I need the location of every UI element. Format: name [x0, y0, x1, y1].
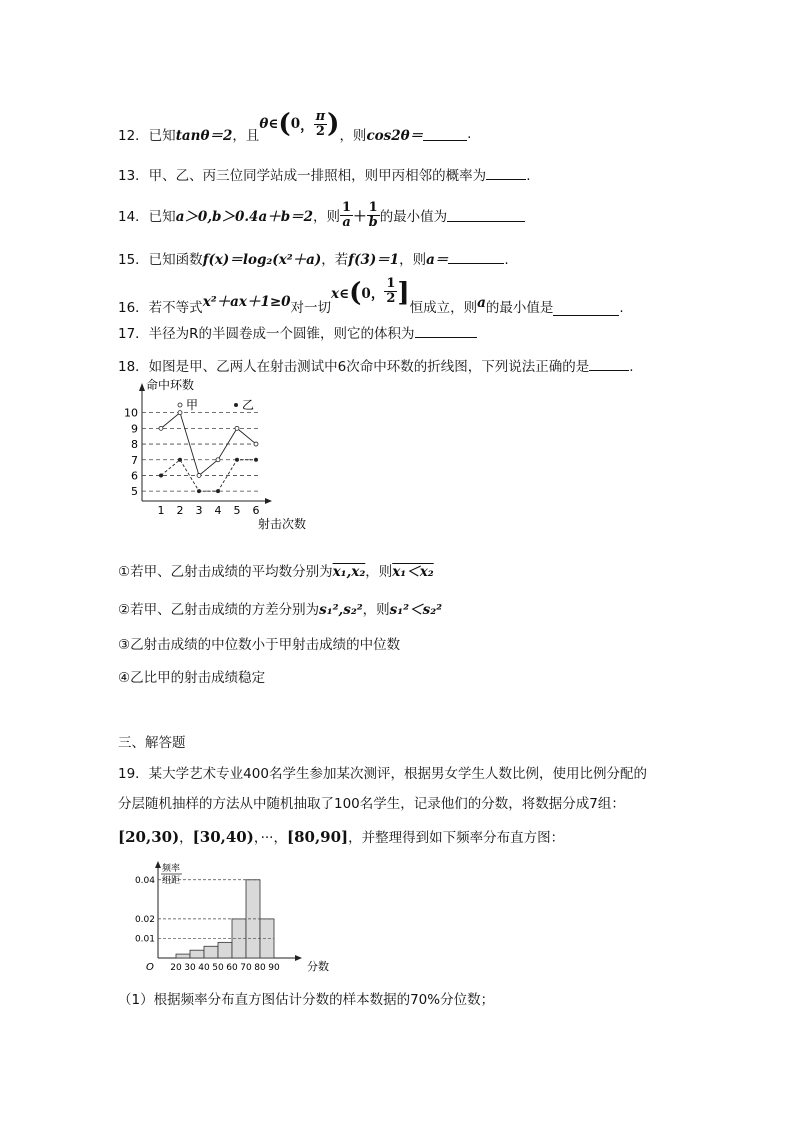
- x-tick-3: 3: [195, 504, 203, 517]
- point-yi-6: [254, 458, 258, 462]
- q16-ineq: x²＋ax＋1≥0: [202, 294, 291, 310]
- bar-30-40: [190, 950, 204, 958]
- q14-blank: [447, 209, 525, 222]
- q14-a: a: [342, 214, 351, 230]
- q16-mid: 对一切: [290, 300, 332, 316]
- bar-20-30: [176, 954, 190, 958]
- q15-then: ，则: [399, 252, 427, 268]
- q19-intervals: [118, 826, 564, 846]
- q15-prefix: 15．已知函数: [118, 252, 203, 268]
- interval-2: [30,40): [192, 828, 254, 846]
- y-tick-5: 5: [131, 485, 138, 499]
- y-tick-0.01: 0.01: [134, 934, 155, 945]
- x-tick-60: 60: [226, 963, 238, 973]
- q14-cond: a＞0,b＞0.4a＋b＝2: [175, 209, 314, 225]
- q14-plus: ＋: [353, 209, 367, 225]
- q14: [118, 196, 525, 234]
- point-yi-5: [235, 458, 239, 462]
- option-1: [118, 560, 434, 580]
- interval-3: [80,90]: [286, 828, 349, 846]
- x-axis-arrow: [265, 498, 272, 504]
- y-tick-10: 10: [124, 406, 138, 420]
- q12-expr: cos2θ＝: [366, 128, 424, 144]
- q18-blank: [589, 358, 629, 371]
- bar-40-50: [204, 946, 218, 958]
- q16: 16．若不等式 x²＋ax＋1≥0 对一切 x∈ ( 0 ， $\frac{1}{2}$ ] 恒成立，则 a 的最小值是 .: [118, 276, 624, 316]
- x-tick-4: 4: [214, 504, 222, 517]
- q18-text: 18．如图是甲、乙两人在射击测试中6次命中环数的折线图，下列说法正确的是: [118, 359, 590, 375]
- q12-comma: ，: [300, 118, 314, 134]
- q12-pi: π: [315, 108, 326, 124]
- q15-cond: f(3)＝1: [348, 252, 400, 268]
- q16-after: 恒成立，则: [409, 300, 478, 316]
- y-tick-7: 7: [131, 453, 138, 467]
- point-yi-4: [216, 489, 220, 493]
- point-yi-2: [178, 458, 182, 462]
- legend-marker-yi: [234, 403, 238, 407]
- option-2-vars: s₁²,s₂²: [319, 602, 363, 618]
- origin-label: O: [146, 962, 154, 973]
- legend-marker-jia: [178, 403, 182, 407]
- option-3-text: ③乙射击成绩的中位数小于甲射击成绩的中位数: [118, 637, 401, 653]
- q13-blank: [486, 167, 526, 180]
- q16-prefix: 16．若不等式: [118, 300, 203, 316]
- bar-50-60: [218, 942, 232, 958]
- q14-one-b: 1: [368, 199, 378, 215]
- q15-end: .: [504, 252, 509, 268]
- interval-1: [20,30): [118, 828, 180, 846]
- q14-b: b: [368, 214, 378, 230]
- interval-sep-2: ，···，: [253, 830, 287, 846]
- point-yi-3: [197, 489, 201, 493]
- point-jia-1: [159, 426, 163, 430]
- q12: 12．已知 tanθ＝2 ，且 θ∈ ( 0 ， $\frac{\pi}{2}$ ) ，则 cos2θ＝ .: [118, 108, 472, 144]
- q15-blank: [448, 251, 504, 264]
- q14-mid: ，则: [313, 209, 341, 225]
- frequency-histogram: [120, 858, 330, 978]
- y-axis-arrow: [155, 861, 161, 868]
- interval-sep-1: ，: [179, 830, 193, 846]
- q16-var: a: [477, 295, 486, 311]
- q12-cond: tanθ＝2: [175, 128, 233, 144]
- x-tick-2: 2: [176, 504, 184, 517]
- q17-text: 17．半径为R的半圆卷成一个圆锥，则它的体积为: [118, 326, 415, 342]
- q13-text: 13．甲、乙、丙三位同学站成一排照相，则甲丙相邻的概率为: [118, 168, 487, 184]
- q19-tail: ，并整理得到如下频率分布直方图：: [348, 830, 565, 846]
- q12-end: .: [467, 126, 472, 142]
- x-tick-5: 5: [233, 504, 241, 517]
- q15-mid: ，若: [321, 252, 349, 268]
- option-1-means: x₁,x₂: [332, 564, 366, 580]
- y-tick-0.02: 0.02: [134, 914, 155, 925]
- q19-sub1: （1）根据频率分布直方图估计分数的样本数据的70%分位数；: [118, 992, 495, 1008]
- x-tick-40: 40: [198, 963, 210, 973]
- q16-frac: [384, 277, 397, 306]
- q17-blank: [415, 325, 477, 338]
- x-axis-label: 分数: [307, 960, 329, 973]
- y-axis-arrow: [139, 383, 145, 391]
- option-1-then: ，则: [365, 564, 393, 580]
- q17: [118, 322, 477, 342]
- y-axis-label: 命中环数: [146, 378, 195, 392]
- legend-yi: 乙: [242, 398, 255, 412]
- q12-frac: [314, 110, 328, 139]
- y-tick-6: 6: [131, 469, 138, 483]
- legend-jia: 甲: [186, 398, 199, 412]
- section-title: 三、解答题: [118, 735, 186, 751]
- option-4-text: ④乙比甲的射击成绩稳定: [118, 670, 266, 686]
- x-tick-50: 50: [212, 963, 224, 973]
- option-1-ineq: x₁＜x₂: [392, 564, 434, 580]
- q14-frac-a: [340, 201, 353, 230]
- q14-prefix: 14．已知: [118, 209, 176, 225]
- q12-then: ，则: [339, 128, 367, 144]
- x-tick-90: 90: [268, 963, 280, 973]
- x-tick-70: 70: [240, 963, 252, 973]
- q12-blank: [423, 128, 467, 141]
- x-axis-arrow: [295, 955, 302, 961]
- q12-prefix: 12．已知: [118, 128, 176, 144]
- q15-func: f(x)＝log₂(x²＋a): [202, 252, 322, 268]
- q16-blank: [553, 303, 619, 316]
- q16-comma: ，: [370, 286, 385, 302]
- q18: [118, 355, 634, 375]
- y-label-bottom: 组距: [162, 876, 181, 886]
- q12-zero: 0: [290, 116, 301, 132]
- q16-one: 1: [386, 276, 396, 291]
- q15-var: a＝: [426, 252, 449, 268]
- option-2-text: ②若甲、乙射击成绩的方差分别为: [118, 602, 320, 618]
- q12-theta: θ∈: [259, 116, 279, 132]
- q16-zero: 0: [361, 286, 371, 302]
- point-jia-5: [235, 426, 239, 430]
- y-tick-8: 8: [131, 438, 138, 452]
- q13: [118, 164, 530, 184]
- q14-one-a: 1: [342, 199, 352, 215]
- option-2: [118, 598, 442, 618]
- point-jia-2: [178, 411, 182, 415]
- y-tick-0.04: 0.04: [134, 875, 155, 886]
- point-jia-6: [254, 442, 258, 446]
- q12-mid: ，且: [232, 128, 260, 144]
- option-1-text: ①若甲、乙射击成绩的平均数分别为: [118, 564, 333, 580]
- y-label-top: 频率: [162, 864, 181, 874]
- q15: [118, 248, 509, 268]
- point-jia-3: [197, 473, 201, 477]
- x-tick-6: 6: [252, 504, 260, 517]
- q16-xin: x∈: [331, 286, 350, 302]
- q16-two: 2: [386, 291, 396, 306]
- q16-suffix: 的最小值是: [485, 300, 554, 316]
- q16-end: .: [619, 300, 624, 316]
- q19-line1: 19．某大学艺术专业400名学生参加某次测评，根据男女学生人数比例，使用比例分配的: [118, 766, 647, 782]
- q12-two: 2: [315, 123, 325, 139]
- option-2-ineq: s₁²＜s₂²: [389, 602, 443, 618]
- option-4: [118, 666, 265, 686]
- x-tick-80: 80: [254, 963, 266, 973]
- q18-end: .: [629, 359, 634, 375]
- shooting-line-chart: [120, 377, 330, 535]
- x-tick-30: 30: [184, 963, 196, 973]
- point-jia-4: [216, 458, 220, 462]
- x-tick-20: 20: [170, 963, 182, 973]
- q19-line2: 分层随机抽样的方法从中随机抽取了100名学生，记录他们的分数，将数据分成7组：: [118, 796, 625, 812]
- q13-end: .: [526, 168, 531, 184]
- y-tick-9: 9: [131, 422, 138, 436]
- bar-80-90: [260, 919, 274, 958]
- q14-frac-b: [367, 201, 380, 230]
- point-yi-1: [159, 473, 163, 477]
- x-tick-1: 1: [157, 504, 165, 517]
- x-axis-label: 射击次数: [258, 517, 307, 531]
- q14-suffix: 的最小值为: [379, 209, 448, 225]
- option-3: [118, 633, 400, 653]
- option-2-then: ，则: [362, 602, 390, 618]
